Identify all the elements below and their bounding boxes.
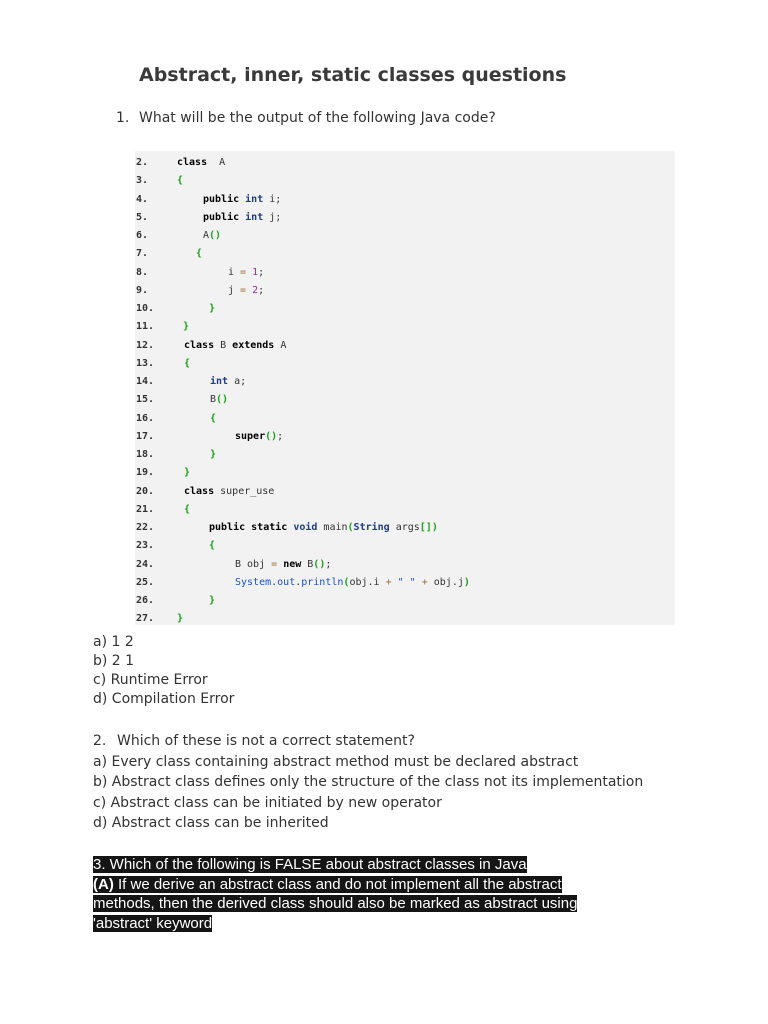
line-number: 10. <box>136 303 155 314</box>
highlighted-text: 'abstract' keyword <box>93 914 213 932</box>
line-number: 16. <box>136 412 155 424</box>
question-3-text: 3. Which of the following is FALSE about abstract classes in Java <box>93 856 527 873</box>
code-line <box>135 519 675 537</box>
code-line <box>135 154 675 172</box>
line-number: 5. <box>136 211 149 223</box>
line-number: 25. <box>136 576 155 588</box>
code-line <box>135 592 675 610</box>
answer-option: b) 2 1 <box>93 653 135 669</box>
code-text: { <box>184 503 191 515</box>
code-text: class B extends A <box>184 339 287 351</box>
line-number: 18. <box>136 449 155 460</box>
code-line <box>135 610 675 628</box>
line-number: 2. <box>136 157 149 168</box>
question-1-options <box>93 633 234 709</box>
code-text: class super_use <box>184 485 275 497</box>
line-number: 17. <box>136 430 155 442</box>
question-1 <box>116 110 496 126</box>
line-number: 6. <box>136 230 149 241</box>
answer-option: a) 1 2 <box>93 634 134 650</box>
code-text: } <box>210 449 217 460</box>
highlighted-text: (A) If we derive an abstract class and do not implement all the abstract <box>93 875 562 893</box>
code-line <box>135 300 675 318</box>
code-line <box>135 355 675 373</box>
code-text: B() <box>210 394 229 406</box>
code-line <box>135 191 675 209</box>
line-number: 11. <box>136 321 155 333</box>
code-text: { <box>196 248 203 260</box>
code-text: A() <box>203 230 222 241</box>
code-text: } <box>177 613 184 625</box>
answer-option: c) Runtime Error <box>93 672 208 688</box>
code-text: public int i; <box>203 193 282 205</box>
answer-option: d) Abstract class can be inherited <box>93 815 329 831</box>
code-text: int a; <box>210 376 247 387</box>
question-2-options <box>93 752 643 834</box>
code-block <box>135 151 675 625</box>
highlighted-text: methods, then the derived class should also be marked as abstract using <box>93 895 578 912</box>
line-number: 23. <box>136 540 155 552</box>
question-2 <box>93 731 643 834</box>
line-number: 3. <box>136 175 149 187</box>
code-text: } <box>209 595 216 606</box>
code-line <box>135 245 675 263</box>
code-line <box>135 209 675 227</box>
code-line <box>135 337 675 355</box>
code-line <box>135 318 675 336</box>
answer-option: c) Abstract class can be initiated by new operator <box>93 794 442 811</box>
code-text: public static void main(String args[]) <box>209 522 438 533</box>
code-line <box>135 391 675 409</box>
line-number: 19. <box>136 467 155 479</box>
line-number: 4. <box>136 193 149 205</box>
code-line <box>135 172 675 190</box>
line-number: 22. <box>136 522 155 533</box>
code-line <box>135 483 675 501</box>
line-number: 13. <box>136 357 155 369</box>
question-1-number: 1. <box>116 110 130 126</box>
code-text: } <box>209 303 216 314</box>
code-line <box>135 410 675 428</box>
line-number: 26. <box>136 595 155 606</box>
answer-option: d) Compilation Error <box>93 691 235 707</box>
question-2-text: Which of these is not a correct statement? <box>117 733 415 749</box>
code-line <box>135 227 675 245</box>
code-line <box>135 537 675 555</box>
code-text: class A <box>177 157 226 168</box>
line-number: 9. <box>136 284 149 296</box>
code-text: System.out.println(obj.i + " " + obj.j) <box>235 576 470 588</box>
option-label: (A) <box>93 875 114 893</box>
line-number: 15. <box>136 394 155 406</box>
code-line <box>135 282 675 300</box>
question-2-prompt <box>93 731 643 752</box>
question-2-number: 2. <box>93 733 107 749</box>
code-text: { <box>184 357 191 369</box>
code-text: B obj = new B(); <box>235 558 332 570</box>
line-number: 20. <box>136 485 155 497</box>
code-text: } <box>183 321 190 333</box>
line-number: 7. <box>136 248 149 260</box>
code-line <box>135 428 675 446</box>
line-number: 12. <box>136 339 155 351</box>
code-text: i = 1; <box>228 266 265 278</box>
line-number: 8. <box>136 266 149 278</box>
code-text: } <box>184 467 191 479</box>
question-3 <box>93 855 577 933</box>
line-number: 24. <box>136 558 155 570</box>
code-text: public int j; <box>203 211 282 223</box>
code-text: j = 2; <box>228 284 265 296</box>
code-text: { <box>209 540 216 552</box>
answer-option: a) Every class containing abstract method must be declared abstract <box>93 753 579 770</box>
line-number: 14. <box>136 376 155 387</box>
code-text: { <box>177 175 184 187</box>
page-title: Abstract, inner, static classes questions <box>139 64 567 86</box>
code-text: super(); <box>235 430 284 442</box>
code-line <box>135 264 675 282</box>
code-line <box>135 373 675 391</box>
line-number: 27. <box>136 613 155 625</box>
answer-option: b) Abstract class defines only the structure of the class not its implementation <box>93 774 644 790</box>
question-3-option-a <box>93 875 577 934</box>
code-line <box>135 501 675 519</box>
code-text: { <box>210 412 217 424</box>
code-line <box>135 556 675 574</box>
question-1-text: What will be the output of the following Java code? <box>139 110 496 126</box>
code-line <box>135 446 675 464</box>
code-line <box>135 574 675 592</box>
line-number: 21. <box>136 503 155 515</box>
code-line <box>135 464 675 482</box>
